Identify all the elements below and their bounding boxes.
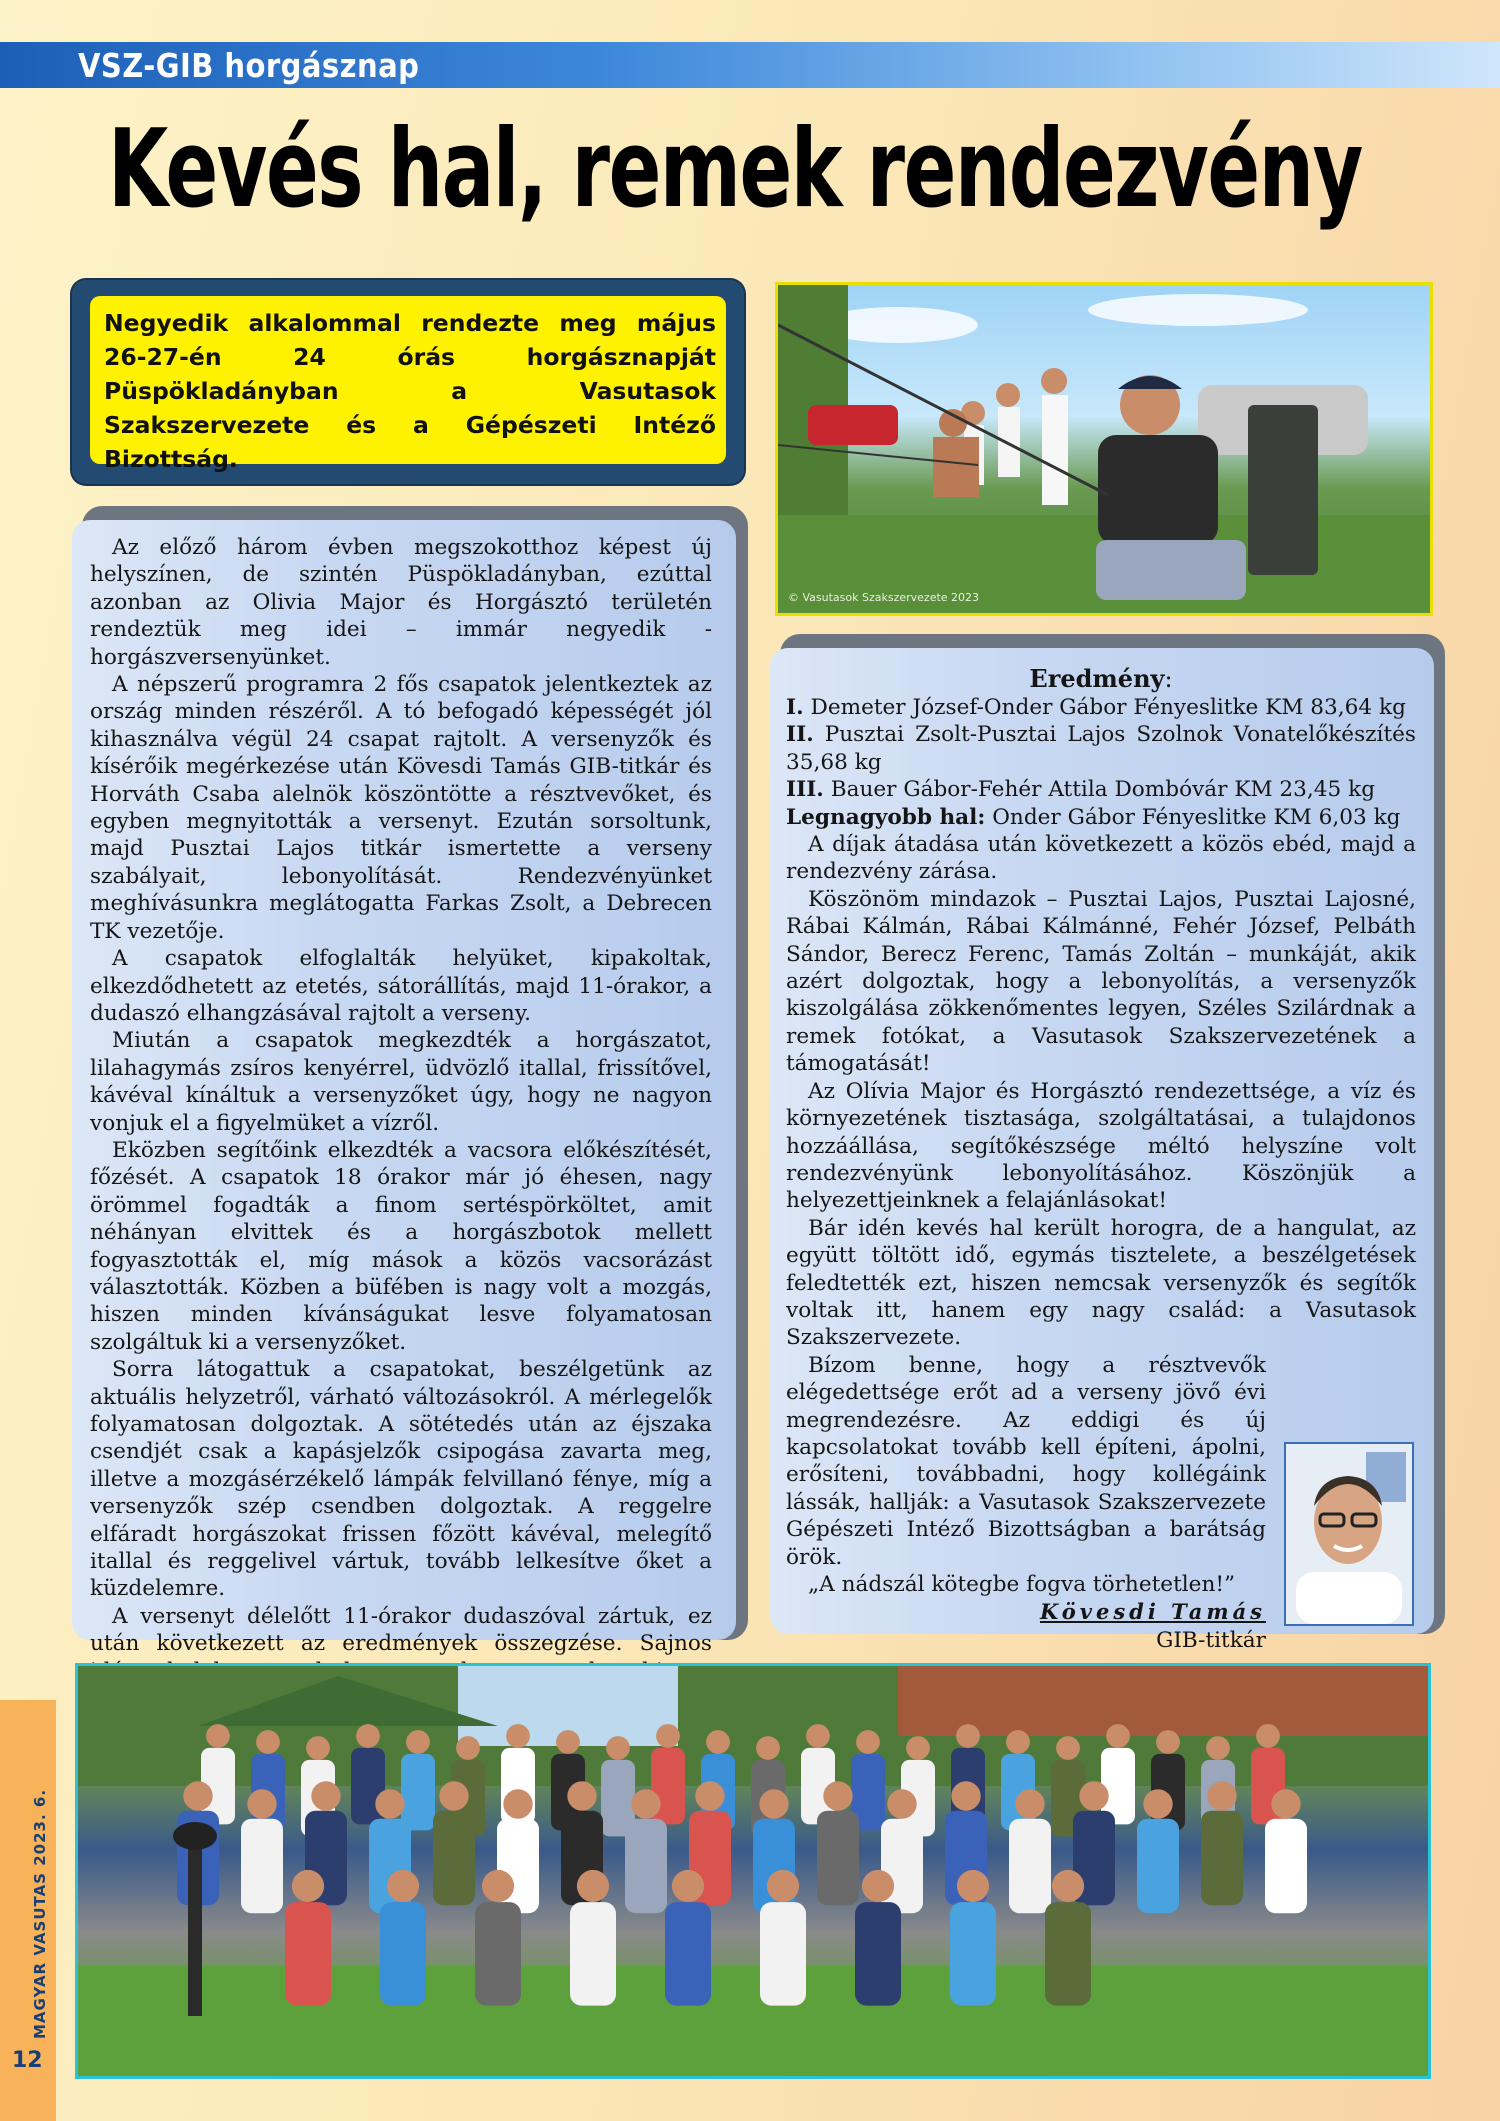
results-title-text: Eredmény (1029, 664, 1165, 693)
person-head (1207, 1781, 1236, 1810)
person-head (856, 1730, 880, 1754)
person-body (475, 1902, 521, 2006)
person-head (1106, 1724, 1130, 1748)
person-head (1256, 1724, 1280, 1748)
person-head (482, 1870, 514, 1902)
page-number: 12 (12, 2048, 43, 2073)
person-body (625, 1819, 667, 1914)
person-head (1015, 1789, 1044, 1818)
person-head (356, 1724, 380, 1748)
person-head (656, 1724, 680, 1748)
result-rank: II. (786, 722, 814, 748)
person-head (1156, 1730, 1180, 1754)
person-head (1143, 1789, 1172, 1818)
person-body (241, 1819, 283, 1914)
person-head (906, 1736, 930, 1760)
magazine-label: MAGYAR VASUTAS 2023. 6. (31, 1788, 49, 2039)
person-head (1006, 1730, 1030, 1754)
paragraph: Eközben segítőink elkezdték a vacsora előkészítését, főzését. A csapatok 18 órakor már jó éhesen, nagy örömmel fogadták a finom sertéspörköltet, amit néhányan elvittek és a horgászbotok mellett fogyasztották el, míg mások a közös vacsorázást választották. Közben a büfében is nagy volt a mozgás, hiszen minden kívánságukat lesve folyamatosan szolgáltuk ki a versenyzőket. (90, 1137, 712, 1355)
person-body (1045, 1902, 1091, 2006)
person-body (1009, 1819, 1051, 1914)
person-body (855, 1902, 901, 2006)
person-head (306, 1736, 330, 1760)
article-column-1 (90, 534, 712, 1712)
person-body (285, 1902, 331, 2006)
author-portrait-illustration (1286, 1444, 1412, 1624)
result-biggest-fish (786, 804, 1416, 831)
person-body (380, 1902, 426, 2006)
author-signature (786, 1598, 1266, 1626)
person-head (577, 1870, 609, 1902)
result-text: Demeter József-Onder Gábor Fényeslitke KM 83,64 kg (810, 695, 1406, 720)
person-head (756, 1736, 780, 1760)
author-title-line (786, 1627, 1266, 1654)
section-label: VSZ-GIB horgásznap (78, 46, 420, 85)
person-body (665, 1902, 711, 2006)
photo-credit: © Vasutasok Szakszervezete 2023 (788, 591, 980, 604)
person-head (887, 1789, 916, 1818)
quote: „A nádszál kötegbe fogva törhetetlen!” (808, 1572, 1236, 1597)
person-head (292, 1870, 324, 1902)
person-body (1201, 1811, 1243, 1906)
person-head (672, 1870, 704, 1902)
person-head (206, 1724, 230, 1748)
person-head (375, 1789, 404, 1818)
author-portrait (1284, 1442, 1414, 1626)
person-body (401, 1754, 435, 1831)
person-head (1056, 1736, 1080, 1760)
author-name: Kövesdi Tamás (1039, 1599, 1266, 1625)
paragraph: A versenyt délelőtt 11-órakor dudaszóval zártuk, ez után következett az eredmények összegzése. Sajnos (90, 1603, 712, 1657)
person-head (862, 1870, 894, 1902)
person-head (506, 1724, 530, 1748)
lead-text: Negyedik alkalommal rendezte meg május 26-27-én 24 órás horgásznapját Püspökladányban a Vasutasok Szakszervezete és a Gépészeti Intéző Bizottság. (104, 309, 716, 473)
result-text: Onder Gábor Fényeslitke KM 6,03 kg (992, 804, 1401, 830)
paragraph: Az előző három évben megszokotthoz képest új helyszínen, de szintén Püspökladányban, ezúttal azonban az Olivia Major és Horgásztó területén rendeztük meg idei – immár negyedik - horgászversenyünket. (90, 535, 712, 670)
photo-group-illustration (78, 1666, 1428, 2076)
result-text: Pusztai Zsolt-Pusztai Lajos Szolnok Vonatelőkészítés 35,68 kg (786, 722, 1416, 775)
person-head (759, 1789, 788, 1818)
person-head (806, 1724, 830, 1748)
paragraph: A népszerű programra 2 fős csapatok jelentkeztek az ország minden részéről. A tó befogadó képességét jól kihasználva végül 24 csapat rajtolt. A versenyzők és kísérőik megérkezése után Kövesdi Tamás GIB-titkár és Horváth Csaba alelnök köszöntötte a résztvevőket, és egyben megnyitották a versenyt. Ezután sorsoltunk, majd Pusztai Lajos titkár ismertette a verseny szabályait, lebonyolítását. Rendezvényünket meghívásunkra meglátogatta Farkas Zsolt, a Debrecen TK vezetője. (90, 672, 712, 944)
photo-anglers (775, 282, 1433, 616)
result-first (786, 694, 1416, 721)
headline: Kevés hal, remek rendezvény (108, 107, 1362, 232)
person-head (247, 1789, 276, 1818)
person-head (1079, 1781, 1108, 1810)
person-head (456, 1736, 480, 1760)
person-head (1052, 1870, 1084, 1902)
person-head (606, 1736, 630, 1760)
person-head (439, 1781, 468, 1810)
paragraph: Bízom benne, hogy a résztvevők elégedettsége erőt ad a verseny jövő évi megrendezésre. Az eddigi és új kapcsolatokat tovább kell építeni, ápolni, erősíteni, továbbadni, hogy kollégáink lássák, hallják: a Vasutasok Szakszervezete Gépészeti Intéző Bizottságban a barátság örök. (786, 1352, 1266, 1570)
person-head (767, 1870, 799, 1902)
person-head (183, 1781, 212, 1810)
result-rank: I. (786, 695, 804, 720)
paragraph: Az Olívia Major és Horgásztó rendezettsége, a víz és környezetének tisztasága, szolgáltatásai, a tulajdonos hozzáállása, segítőkészsége méltó helyszíne volt rendezvényünk lebonyolításához. Köszönjük a helyezettjeinknek a felajánlásokat! (786, 1078, 1416, 1214)
person-head (1271, 1789, 1300, 1818)
person-head (951, 1781, 980, 1810)
paragraph: Miután a csapatok megkezdték a horgászatot, lilahagymás zsíros kenyérrel, üdvözlő itallal, frissítővel, kávéval kínáltuk a versenyzőket úgy, hogy ne nagyon vonjuk el a figyelmüket a vízről. (90, 1028, 712, 1136)
result-third (786, 776, 1416, 803)
results-title-colon: : (1164, 665, 1173, 693)
person-body (1137, 1819, 1179, 1914)
person-head (1206, 1736, 1230, 1760)
paragraph: Sorra látogattuk a csapatokat, beszélgetünk az aktuális helyzetről, várható változásokról. A mérlegelők folyamatosan dolgoztak. A sötétedés után az éjszaka csendjét csak a kapásjelzők csipogása zavarta meg, illetve a mozgásérzékelő lámpák felvillanó fénye, míg a versenyzők szép csendben dolgoztak. A reggelre elfáradt horgászokat frissen főzött kávéval, melegítő itallal és reggelivel vártuk, tovább lelkesítve őket a küzdelemre. (90, 1357, 712, 1602)
person-body (570, 1902, 616, 2006)
paragraph: A díjak átadása után következett a közös ebéd, majd a rendezvény zárása. (786, 832, 1416, 885)
paragraph: Bár idén kevés hal került horogra, de a hangulat, az együtt töltött idő, egymás tisztelete, a beszélgetések feledtették ezt, hiszen nemcsak versenyzők és segítők voltak itt, hanem egy nagy család: a Vasutasok Szakszervezete. (786, 1215, 1416, 1351)
person-head (957, 1870, 989, 1902)
person-body (817, 1811, 859, 1906)
person-body (950, 1902, 996, 2006)
photo-group (75, 1663, 1431, 2079)
person-head (823, 1781, 852, 1810)
person-head (706, 1730, 730, 1754)
results-title (786, 664, 1416, 694)
person-head (631, 1789, 660, 1818)
result-rank: Legnagyobb hal: (786, 804, 986, 830)
person-head (406, 1730, 430, 1754)
person-body (1265, 1819, 1307, 1914)
person-head (956, 1724, 980, 1748)
paragraph: A csapatok elfoglalták helyüket, kipakoltak, elkezdődhetett az etetés, sátorállítás, majd 11-órakor, a dudaszó elhangzásával rajtolt a verseny. (90, 946, 712, 1026)
result-rank: III. (786, 777, 824, 803)
result-text: Bauer Gábor-Fehér Attila Dombóvár KM 23,45 kg (830, 777, 1376, 803)
photo-anglers-illustration (778, 285, 1430, 613)
person-head (556, 1730, 580, 1754)
person-head (387, 1870, 419, 1902)
paragraph: Köszönöm mindazok – Pusztai Lajos, Pusztai Lajosné, Rábai Kálmán, Rábai Kálmánné, Fehér József, Pelbáth Sándor, Berecz Ferenc, Tamás Zoltán – munkáját, akik azért dolgoztak, hogy a lebonyolítás, a versenyzők kiszolgálása zökkenőmentes legyen, Széles Szilárdnak a remek fotókat, a Vasutasok Szakszervezetének a támogatását! (786, 886, 1416, 1077)
person-head (311, 1781, 340, 1810)
result-second (786, 721, 1416, 776)
person-head (256, 1730, 280, 1754)
author-title: GIB-titkár (1156, 1627, 1266, 1653)
person-head (503, 1789, 532, 1818)
person-body (760, 1902, 806, 2006)
person-head (695, 1781, 724, 1810)
person-head (567, 1781, 596, 1810)
person-body (433, 1811, 475, 1906)
